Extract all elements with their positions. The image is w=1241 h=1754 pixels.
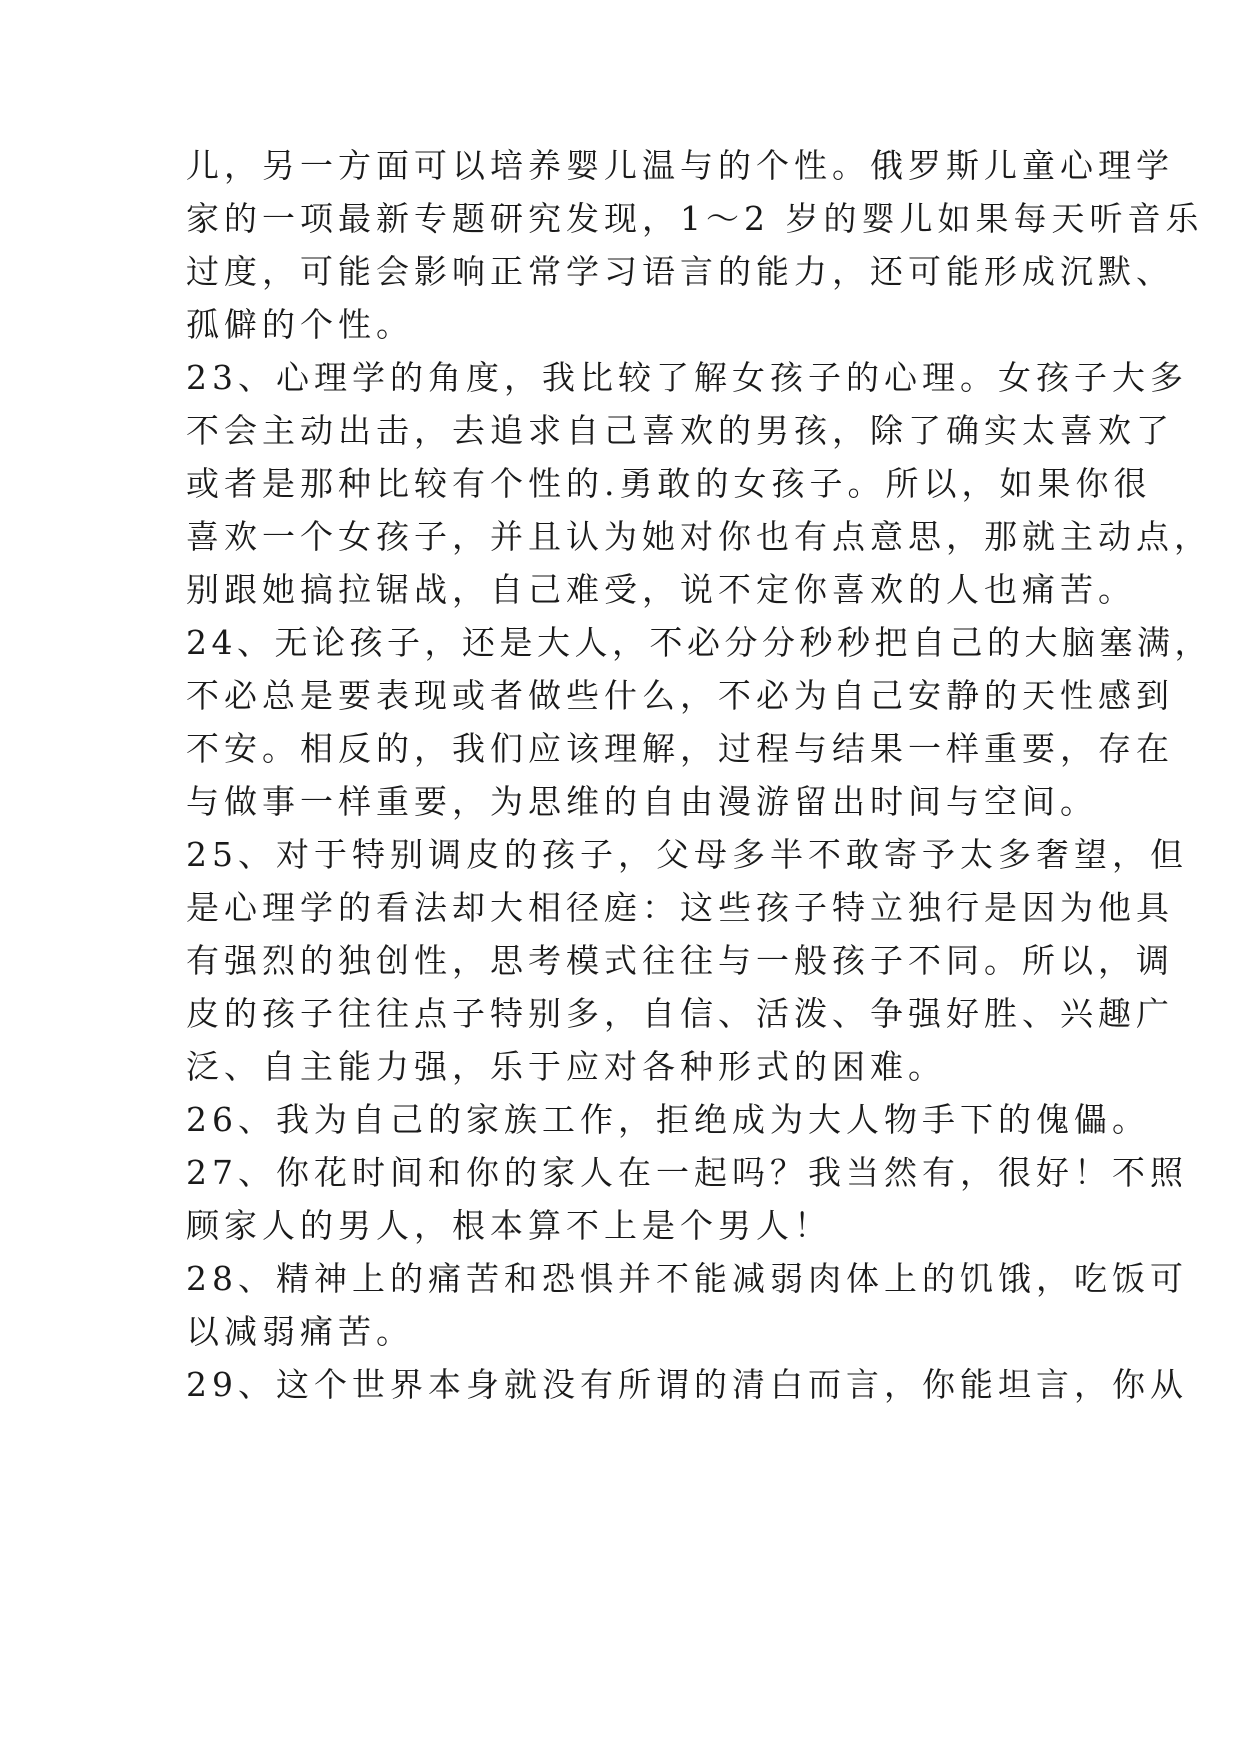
text-line: 不必总是要表现或者做些什么，不必为自己安静的天性感到 [186, 676, 1174, 715]
text-line: 顾家人的男人，根本算不上是个男人！ [186, 1206, 832, 1245]
text-line: 23、心理学的角度，我比较了解女孩子的心理。女孩子大多 [186, 358, 1188, 397]
text-line: 或者是那种比较有个性的.勇敢的女孩子。所以，如果你很 [186, 464, 1152, 503]
text-line: 过度，可能会影响正常学习语言的能力，还可能形成沉默、 [186, 252, 1174, 291]
text-line: 泛、自主能力强，乐于应对各种形式的困难。 [186, 1047, 946, 1086]
text-line: 与做事一样重要，为思维的自由漫游留出时间与空间。 [186, 782, 1098, 821]
text-line: 是心理学的看法却大相径庭：这些孩子特立独行是因为他具 [186, 888, 1174, 927]
text-line: 别跟她搞拉锯战，自己难受，说不定你喜欢的人也痛苦。 [186, 570, 1136, 609]
text-line: 28、精神上的痛苦和恐惧并不能减弱肉体上的饥饿，吃饭可 [186, 1259, 1188, 1298]
text-line: 24、无论孩子，还是大人，不必分分秒秒把自己的大脑塞满， [186, 623, 1212, 662]
text-line: 27、你花时间和你的家人在一起吗？我当然有，很好！不照 [186, 1153, 1188, 1192]
text-line: 不安。相反的，我们应该理解，过程与结果一样重要，存在 [186, 729, 1174, 768]
text-line: 喜欢一个女孩子，并且认为她对你也有点意思，那就主动点， [186, 517, 1212, 556]
text-line: 儿，另一方面可以培养婴儿温与的个性。俄罗斯儿童心理学 [186, 146, 1174, 185]
text-line: 皮的孩子往往点子特别多，自信、活泼、争强好胜、兴趣广 [186, 994, 1174, 1033]
text-line: 29、这个世界本身就没有所谓的清白而言，你能坦言，你从 [186, 1365, 1188, 1404]
text-line: 孤僻的个性。 [186, 305, 414, 344]
text-line: 有强烈的独创性，思考模式往往与一般孩子不同。所以，调 [186, 941, 1174, 980]
text-line: 不会主动出击，去追求自己喜欢的男孩，除了确实太喜欢了 [186, 411, 1174, 450]
text-line: 26、我为自己的家族工作，拒绝成为大人物手下的傀儡。 [186, 1100, 1150, 1139]
text-line: 家的一项最新专题研究发现，1～2 岁的婴儿如果每天听音乐 [186, 199, 1204, 238]
text-line: 以减弱痛苦。 [186, 1312, 414, 1351]
text-line: 25、对于特别调皮的孩子，父母多半不敢寄予太多奢望，但 [186, 835, 1188, 874]
